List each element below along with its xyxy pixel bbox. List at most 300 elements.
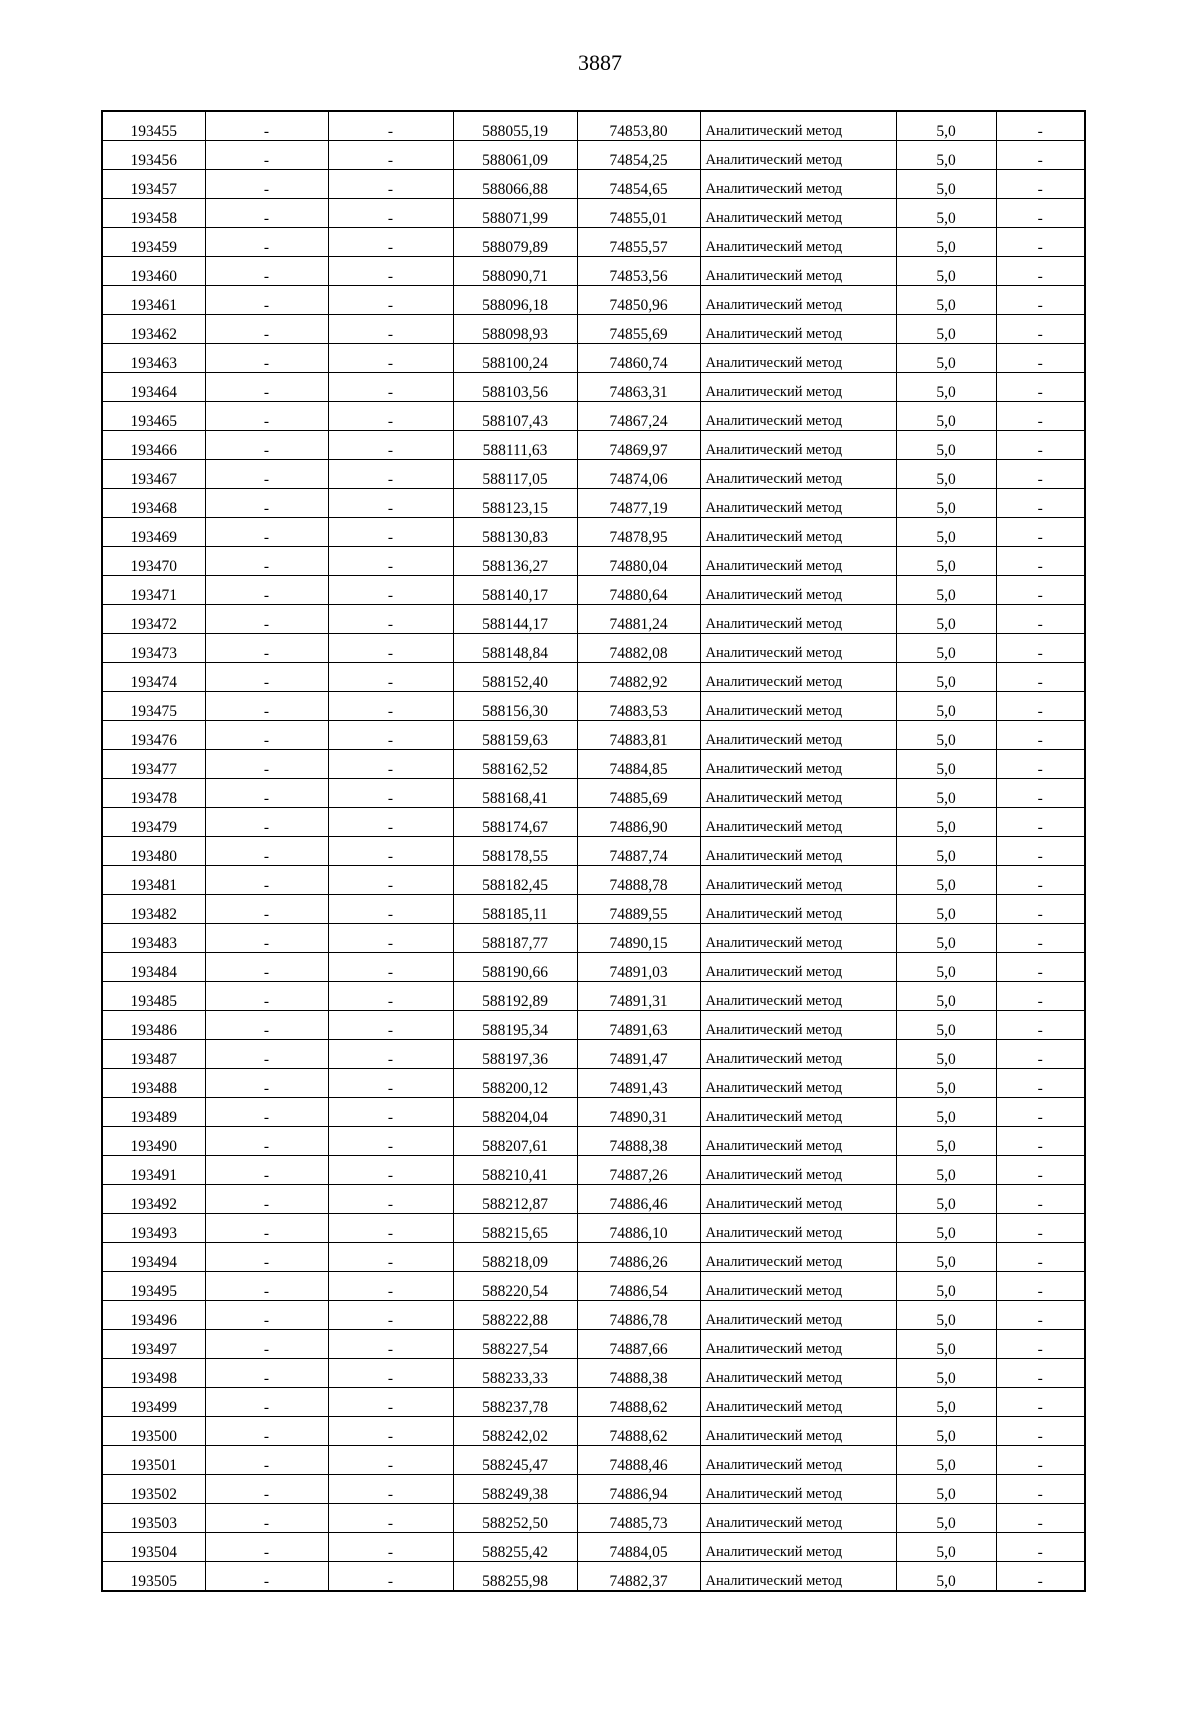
x-coordinate-cell: 588103,56 <box>453 373 577 402</box>
empty-cell-2: - <box>328 721 453 750</box>
table-row <box>102 808 1085 837</box>
x-coordinate-cell: 588136,27 <box>453 547 577 576</box>
empty-cell-2: - <box>328 1127 453 1156</box>
method-cell: Аналитический метод <box>700 111 896 141</box>
empty-cell-1: - <box>205 1533 328 1562</box>
y-coordinate-cell: 74888,46 <box>577 1446 700 1475</box>
accuracy-cell: 5,0 <box>896 402 996 431</box>
table-row <box>102 1040 1085 1069</box>
y-coordinate-cell: 74888,38 <box>577 1127 700 1156</box>
point-number-cell: 193504 <box>102 1533 205 1562</box>
table-row <box>102 1185 1085 1214</box>
point-number-cell: 193490 <box>102 1127 205 1156</box>
method-cell: Аналитический метод <box>700 373 896 402</box>
empty-cell-3: - <box>996 402 1085 431</box>
method-cell: Аналитический метод <box>700 460 896 489</box>
y-coordinate-cell: 74891,43 <box>577 1069 700 1098</box>
accuracy-cell: 5,0 <box>896 982 996 1011</box>
table-row <box>102 1388 1085 1417</box>
accuracy-cell: 5,0 <box>896 750 996 779</box>
x-coordinate-cell: 588178,55 <box>453 837 577 866</box>
accuracy-cell: 5,0 <box>896 1069 996 1098</box>
point-number-cell: 193474 <box>102 663 205 692</box>
x-coordinate-cell: 588066,88 <box>453 170 577 199</box>
accuracy-cell: 5,0 <box>896 1359 996 1388</box>
method-cell: Аналитический метод <box>700 837 896 866</box>
point-number-cell: 193502 <box>102 1475 205 1504</box>
empty-cell-3: - <box>996 1330 1085 1359</box>
y-coordinate-cell: 74884,85 <box>577 750 700 779</box>
table-row <box>102 1243 1085 1272</box>
empty-cell-3: - <box>996 344 1085 373</box>
x-coordinate-cell: 588182,45 <box>453 866 577 895</box>
table-row <box>102 953 1085 982</box>
point-number-cell: 193473 <box>102 634 205 663</box>
x-coordinate-cell: 588200,12 <box>453 1069 577 1098</box>
x-coordinate-cell: 588227,54 <box>453 1330 577 1359</box>
empty-cell-2: - <box>328 431 453 460</box>
empty-cell-1: - <box>205 605 328 634</box>
empty-cell-2: - <box>328 692 453 721</box>
x-coordinate-cell: 588255,98 <box>453 1562 577 1592</box>
empty-cell-1: - <box>205 257 328 286</box>
empty-cell-2: - <box>328 837 453 866</box>
x-coordinate-cell: 588159,63 <box>453 721 577 750</box>
empty-cell-1: - <box>205 1156 328 1185</box>
method-cell: Аналитический метод <box>700 1388 896 1417</box>
point-number-cell: 193469 <box>102 518 205 547</box>
empty-cell-2: - <box>328 866 453 895</box>
empty-cell-3: - <box>996 1446 1085 1475</box>
point-number-cell: 193505 <box>102 1562 205 1592</box>
empty-cell-2: - <box>328 750 453 779</box>
x-coordinate-cell: 588222,88 <box>453 1301 577 1330</box>
accuracy-cell: 5,0 <box>896 460 996 489</box>
x-coordinate-cell: 588204,04 <box>453 1098 577 1127</box>
empty-cell-2: - <box>328 1040 453 1069</box>
empty-cell-2: - <box>328 1562 453 1592</box>
empty-cell-1: - <box>205 721 328 750</box>
accuracy-cell: 5,0 <box>896 1214 996 1243</box>
empty-cell-2: - <box>328 808 453 837</box>
y-coordinate-cell: 74891,63 <box>577 1011 700 1040</box>
y-coordinate-cell: 74855,69 <box>577 315 700 344</box>
empty-cell-1: - <box>205 1185 328 1214</box>
point-number-cell: 193476 <box>102 721 205 750</box>
point-number-cell: 193468 <box>102 489 205 518</box>
empty-cell-1: - <box>205 489 328 518</box>
point-number-cell: 193500 <box>102 1417 205 1446</box>
method-cell: Аналитический метод <box>700 1475 896 1504</box>
accuracy-cell: 5,0 <box>896 1475 996 1504</box>
empty-cell-3: - <box>996 431 1085 460</box>
method-cell: Аналитический метод <box>700 576 896 605</box>
y-coordinate-cell: 74886,46 <box>577 1185 700 1214</box>
method-cell: Аналитический метод <box>700 1098 896 1127</box>
empty-cell-2: - <box>328 576 453 605</box>
empty-cell-1: - <box>205 373 328 402</box>
table-row <box>102 982 1085 1011</box>
empty-cell-3: - <box>996 1156 1085 1185</box>
point-number-cell: 193477 <box>102 750 205 779</box>
accuracy-cell: 5,0 <box>896 1185 996 1214</box>
method-cell: Аналитический метод <box>700 257 896 286</box>
empty-cell-3: - <box>996 808 1085 837</box>
empty-cell-1: - <box>205 402 328 431</box>
point-number-cell: 193460 <box>102 257 205 286</box>
empty-cell-3: - <box>996 373 1085 402</box>
method-cell: Аналитический метод <box>700 750 896 779</box>
empty-cell-2: - <box>328 1417 453 1446</box>
point-number-cell: 193494 <box>102 1243 205 1272</box>
accuracy-cell: 5,0 <box>896 576 996 605</box>
method-cell: Аналитический метод <box>700 547 896 576</box>
accuracy-cell: 5,0 <box>896 1446 996 1475</box>
method-cell: Аналитический метод <box>700 982 896 1011</box>
x-coordinate-cell: 588207,61 <box>453 1127 577 1156</box>
empty-cell-2: - <box>328 344 453 373</box>
point-number-cell: 193463 <box>102 344 205 373</box>
table-row <box>102 1156 1085 1185</box>
accuracy-cell: 5,0 <box>896 1156 996 1185</box>
empty-cell-2: - <box>328 518 453 547</box>
accuracy-cell: 5,0 <box>896 895 996 924</box>
empty-cell-1: - <box>205 1417 328 1446</box>
empty-cell-1: - <box>205 1214 328 1243</box>
y-coordinate-cell: 74880,64 <box>577 576 700 605</box>
table-row <box>102 1533 1085 1562</box>
empty-cell-3: - <box>996 721 1085 750</box>
empty-cell-3: - <box>996 1243 1085 1272</box>
y-coordinate-cell: 74885,73 <box>577 1504 700 1533</box>
table-row <box>102 1272 1085 1301</box>
table-row <box>102 170 1085 199</box>
empty-cell-3: - <box>996 111 1085 141</box>
x-coordinate-cell: 588237,78 <box>453 1388 577 1417</box>
empty-cell-3: - <box>996 518 1085 547</box>
table-row <box>102 228 1085 257</box>
y-coordinate-cell: 74886,26 <box>577 1243 700 1272</box>
y-coordinate-cell: 74886,78 <box>577 1301 700 1330</box>
method-cell: Аналитический метод <box>700 1504 896 1533</box>
empty-cell-1: - <box>205 199 328 228</box>
empty-cell-2: - <box>328 1330 453 1359</box>
empty-cell-2: - <box>328 1185 453 1214</box>
x-coordinate-cell: 588212,87 <box>453 1185 577 1214</box>
method-cell: Аналитический метод <box>700 228 896 257</box>
empty-cell-3: - <box>996 1098 1085 1127</box>
empty-cell-1: - <box>205 111 328 141</box>
empty-cell-2: - <box>328 1359 453 1388</box>
x-coordinate-cell: 588190,66 <box>453 953 577 982</box>
accuracy-cell: 5,0 <box>896 141 996 170</box>
method-cell: Аналитический метод <box>700 779 896 808</box>
point-number-cell: 193464 <box>102 373 205 402</box>
empty-cell-3: - <box>996 1388 1085 1417</box>
method-cell: Аналитический метод <box>700 315 896 344</box>
empty-cell-2: - <box>328 605 453 634</box>
method-cell: Аналитический метод <box>700 1069 896 1098</box>
table-row <box>102 663 1085 692</box>
empty-cell-2: - <box>328 286 453 315</box>
point-number-cell: 193493 <box>102 1214 205 1243</box>
x-coordinate-cell: 588156,30 <box>453 692 577 721</box>
empty-cell-3: - <box>996 605 1085 634</box>
empty-cell-1: - <box>205 547 328 576</box>
empty-cell-3: - <box>996 257 1085 286</box>
coordinates-table <box>101 110 1086 1592</box>
method-cell: Аналитический метод <box>700 924 896 953</box>
method-cell: Аналитический метод <box>700 1243 896 1272</box>
point-number-cell: 193486 <box>102 1011 205 1040</box>
point-number-cell: 193497 <box>102 1330 205 1359</box>
y-coordinate-cell: 74891,47 <box>577 1040 700 1069</box>
empty-cell-3: - <box>996 866 1085 895</box>
x-coordinate-cell: 588162,52 <box>453 750 577 779</box>
accuracy-cell: 5,0 <box>896 866 996 895</box>
method-cell: Аналитический метод <box>700 1185 896 1214</box>
x-coordinate-cell: 588168,41 <box>453 779 577 808</box>
empty-cell-3: - <box>996 547 1085 576</box>
table-row <box>102 1011 1085 1040</box>
x-coordinate-cell: 588148,84 <box>453 634 577 663</box>
table-row <box>102 344 1085 373</box>
table-row <box>102 111 1085 141</box>
empty-cell-3: - <box>996 1272 1085 1301</box>
accuracy-cell: 5,0 <box>896 1098 996 1127</box>
accuracy-cell: 5,0 <box>896 605 996 634</box>
empty-cell-3: - <box>996 1533 1085 1562</box>
empty-cell-2: - <box>328 111 453 141</box>
x-coordinate-cell: 588071,99 <box>453 199 577 228</box>
empty-cell-1: - <box>205 1330 328 1359</box>
empty-cell-3: - <box>996 634 1085 663</box>
empty-cell-2: - <box>328 402 453 431</box>
empty-cell-2: - <box>328 141 453 170</box>
point-number-cell: 193455 <box>102 111 205 141</box>
table-row <box>102 199 1085 228</box>
method-cell: Аналитический метод <box>700 344 896 373</box>
method-cell: Аналитический метод <box>700 808 896 837</box>
x-coordinate-cell: 588195,34 <box>453 1011 577 1040</box>
y-coordinate-cell: 74853,80 <box>577 111 700 141</box>
accuracy-cell: 5,0 <box>896 1040 996 1069</box>
y-coordinate-cell: 74880,04 <box>577 547 700 576</box>
empty-cell-3: - <box>996 1475 1085 1504</box>
x-coordinate-cell: 588255,42 <box>453 1533 577 1562</box>
empty-cell-2: - <box>328 634 453 663</box>
accuracy-cell: 5,0 <box>896 634 996 663</box>
method-cell: Аналитический метод <box>700 1562 896 1592</box>
empty-cell-3: - <box>996 199 1085 228</box>
empty-cell-2: - <box>328 779 453 808</box>
accuracy-cell: 5,0 <box>896 1533 996 1562</box>
method-cell: Аналитический метод <box>700 1272 896 1301</box>
point-number-cell: 193475 <box>102 692 205 721</box>
empty-cell-3: - <box>996 750 1085 779</box>
empty-cell-1: - <box>205 1475 328 1504</box>
accuracy-cell: 5,0 <box>896 431 996 460</box>
x-coordinate-cell: 588100,24 <box>453 344 577 373</box>
y-coordinate-cell: 74853,56 <box>577 257 700 286</box>
empty-cell-1: - <box>205 228 328 257</box>
method-cell: Аналитический метод <box>700 286 896 315</box>
accuracy-cell: 5,0 <box>896 257 996 286</box>
page-number: 3887 <box>578 50 622 75</box>
empty-cell-1: - <box>205 750 328 779</box>
y-coordinate-cell: 74882,08 <box>577 634 700 663</box>
y-coordinate-cell: 74860,74 <box>577 344 700 373</box>
empty-cell-3: - <box>996 1417 1085 1446</box>
method-cell: Аналитический метод <box>700 1156 896 1185</box>
table-row <box>102 518 1085 547</box>
y-coordinate-cell: 74887,66 <box>577 1330 700 1359</box>
empty-cell-3: - <box>996 692 1085 721</box>
empty-cell-2: - <box>328 1301 453 1330</box>
empty-cell-1: - <box>205 344 328 373</box>
point-number-cell: 193492 <box>102 1185 205 1214</box>
empty-cell-3: - <box>996 1127 1085 1156</box>
point-number-cell: 193470 <box>102 547 205 576</box>
table-row <box>102 576 1085 605</box>
point-number-cell: 193484 <box>102 953 205 982</box>
accuracy-cell: 5,0 <box>896 518 996 547</box>
accuracy-cell: 5,0 <box>896 1330 996 1359</box>
empty-cell-3: - <box>996 924 1085 953</box>
y-coordinate-cell: 74886,94 <box>577 1475 700 1504</box>
point-number-cell: 193491 <box>102 1156 205 1185</box>
empty-cell-1: - <box>205 315 328 344</box>
empty-cell-2: - <box>328 663 453 692</box>
y-coordinate-cell: 74855,01 <box>577 199 700 228</box>
y-coordinate-cell: 74890,31 <box>577 1098 700 1127</box>
method-cell: Аналитический метод <box>700 1446 896 1475</box>
x-coordinate-cell: 588245,47 <box>453 1446 577 1475</box>
table-row <box>102 1330 1085 1359</box>
method-cell: Аналитический метод <box>700 953 896 982</box>
table-row <box>102 141 1085 170</box>
empty-cell-1: - <box>205 1446 328 1475</box>
empty-cell-1: - <box>205 663 328 692</box>
x-coordinate-cell: 588111,63 <box>453 431 577 460</box>
empty-cell-3: - <box>996 141 1085 170</box>
empty-cell-1: - <box>205 692 328 721</box>
accuracy-cell: 5,0 <box>896 1562 996 1592</box>
empty-cell-2: - <box>328 373 453 402</box>
empty-cell-3: - <box>996 1301 1085 1330</box>
empty-cell-2: - <box>328 1069 453 1098</box>
accuracy-cell: 5,0 <box>896 344 996 373</box>
y-coordinate-cell: 74869,97 <box>577 431 700 460</box>
empty-cell-2: - <box>328 1504 453 1533</box>
method-cell: Аналитический метод <box>700 1011 896 1040</box>
empty-cell-1: - <box>205 1562 328 1592</box>
empty-cell-3: - <box>996 1040 1085 1069</box>
accuracy-cell: 5,0 <box>896 547 996 576</box>
method-cell: Аналитический метод <box>700 605 896 634</box>
point-number-cell: 193457 <box>102 170 205 199</box>
accuracy-cell: 5,0 <box>896 837 996 866</box>
empty-cell-2: - <box>328 1214 453 1243</box>
empty-cell-1: - <box>205 141 328 170</box>
empty-cell-3: - <box>996 1185 1085 1214</box>
table-row <box>102 634 1085 663</box>
empty-cell-2: - <box>328 1243 453 1272</box>
method-cell: Аналитический метод <box>700 489 896 518</box>
empty-cell-1: - <box>205 1272 328 1301</box>
table-row <box>102 779 1085 808</box>
point-number-cell: 193483 <box>102 924 205 953</box>
method-cell: Аналитический метод <box>700 170 896 199</box>
method-cell: Аналитический метод <box>700 431 896 460</box>
method-cell: Аналитический метод <box>700 402 896 431</box>
accuracy-cell: 5,0 <box>896 924 996 953</box>
point-number-cell: 193472 <box>102 605 205 634</box>
table-row <box>102 837 1085 866</box>
empty-cell-1: - <box>205 1504 328 1533</box>
y-coordinate-cell: 74882,92 <box>577 663 700 692</box>
empty-cell-1: - <box>205 1127 328 1156</box>
y-coordinate-cell: 74887,26 <box>577 1156 700 1185</box>
x-coordinate-cell: 588096,18 <box>453 286 577 315</box>
method-cell: Аналитический метод <box>700 634 896 663</box>
y-coordinate-cell: 74855,57 <box>577 228 700 257</box>
point-number-cell: 193496 <box>102 1301 205 1330</box>
table-row <box>102 286 1085 315</box>
point-number-cell: 193503 <box>102 1504 205 1533</box>
method-cell: Аналитический метод <box>700 895 896 924</box>
empty-cell-1: - <box>205 866 328 895</box>
x-coordinate-cell: 588192,89 <box>453 982 577 1011</box>
x-coordinate-cell: 588144,17 <box>453 605 577 634</box>
empty-cell-2: - <box>328 1098 453 1127</box>
y-coordinate-cell: 74883,81 <box>577 721 700 750</box>
empty-cell-2: - <box>328 1446 453 1475</box>
y-coordinate-cell: 74874,06 <box>577 460 700 489</box>
empty-cell-1: - <box>205 982 328 1011</box>
empty-cell-2: - <box>328 199 453 228</box>
method-cell: Аналитический метод <box>700 721 896 750</box>
y-coordinate-cell: 74854,25 <box>577 141 700 170</box>
accuracy-cell: 5,0 <box>896 1301 996 1330</box>
empty-cell-2: - <box>328 315 453 344</box>
y-coordinate-cell: 74886,90 <box>577 808 700 837</box>
accuracy-cell: 5,0 <box>896 1417 996 1446</box>
accuracy-cell: 5,0 <box>896 1504 996 1533</box>
table-body <box>102 111 1085 1591</box>
method-cell: Аналитический метод <box>700 1330 896 1359</box>
x-coordinate-cell: 588098,93 <box>453 315 577 344</box>
method-cell: Аналитический метод <box>700 518 896 547</box>
empty-cell-3: - <box>996 315 1085 344</box>
x-coordinate-cell: 588174,67 <box>453 808 577 837</box>
point-number-cell: 193489 <box>102 1098 205 1127</box>
accuracy-cell: 5,0 <box>896 808 996 837</box>
x-coordinate-cell: 588233,33 <box>453 1359 577 1388</box>
empty-cell-3: - <box>996 1214 1085 1243</box>
x-coordinate-cell: 588252,50 <box>453 1504 577 1533</box>
method-cell: Аналитический метод <box>700 1301 896 1330</box>
x-coordinate-cell: 588055,19 <box>453 111 577 141</box>
table-row <box>102 1098 1085 1127</box>
accuracy-cell: 5,0 <box>896 199 996 228</box>
point-number-cell: 193461 <box>102 286 205 315</box>
empty-cell-3: - <box>996 1359 1085 1388</box>
table-row <box>102 1127 1085 1156</box>
y-coordinate-cell: 74891,03 <box>577 953 700 982</box>
empty-cell-2: - <box>328 924 453 953</box>
y-coordinate-cell: 74863,31 <box>577 373 700 402</box>
